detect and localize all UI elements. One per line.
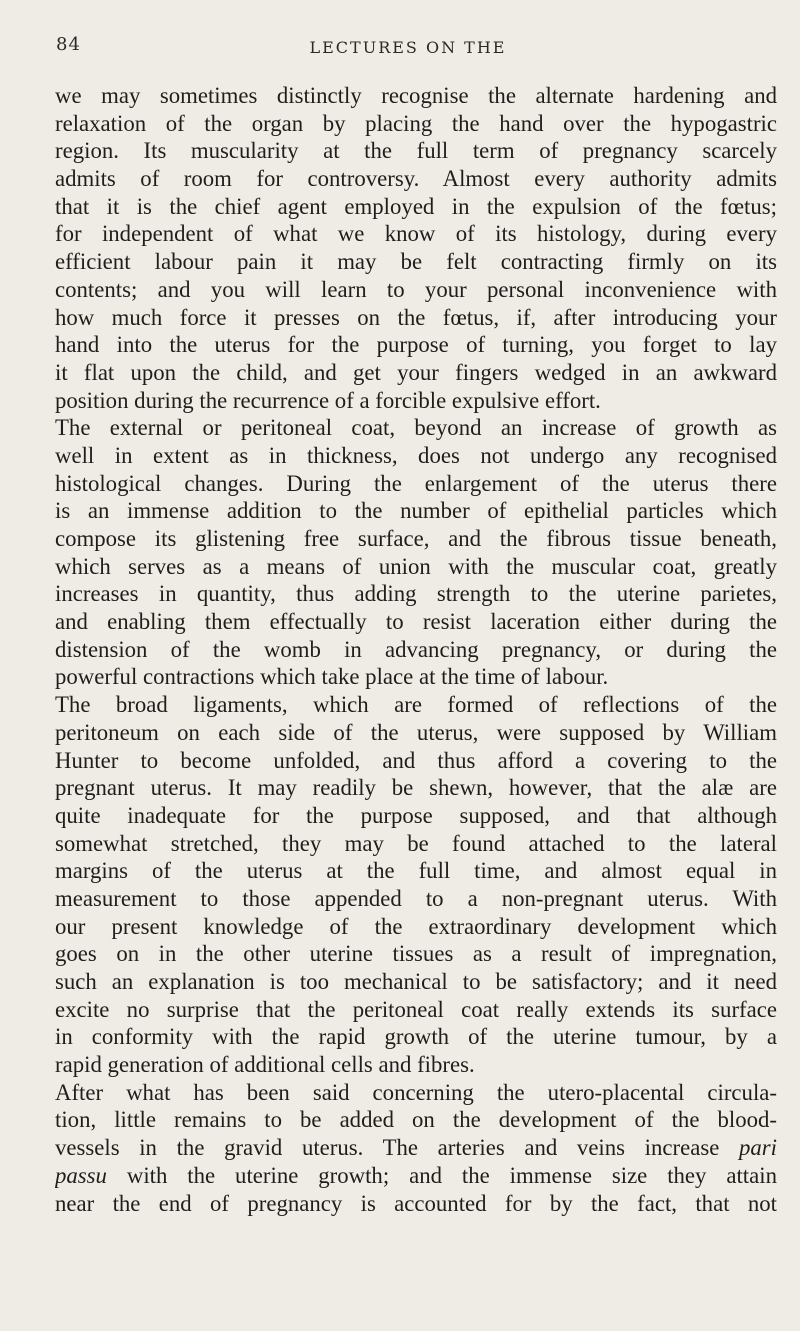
text-line-segment: with the uterine growth; and the immense size they attain: [126, 1162, 777, 1188]
text-line: is an immense addition to the number of epithelial particles which: [55, 498, 777, 524]
text-line: rapid generation of additional cells and fibres.: [55, 1052, 475, 1078]
text-line: quite inadequate for the purpose supposed, and that although: [55, 802, 777, 828]
text-line: such an explanation is too mechanical to be satisfactory; and it need: [55, 969, 777, 994]
text-line: measurement to those appended to a non-pregnant uterus. With: [55, 885, 777, 911]
italic-phrase: pari: [739, 1135, 777, 1161]
text-line: Hunter to become unfolded, and thus afford a covering to the: [55, 747, 777, 773]
text-line: it flat upon the child, and get your fingers wedged in an awkward: [55, 359, 777, 385]
text-line: our present knowledge of the extraordinary development which: [55, 913, 777, 939]
text-line: well in extent as in thickness, does not undergo any recognised: [55, 442, 777, 468]
text-line: goes on in the other uterine tissues as a result of impregnation,: [55, 941, 777, 967]
text-line: The broad ligaments, which are formed of reflections of the: [55, 692, 777, 718]
text-line: After what has been said concerning the utero-placental circula-: [55, 1079, 777, 1105]
text-line: that it is the chief agent employed in the expulsion of the fœtus;: [55, 193, 777, 219]
text-line: hand into the uterus for the purpose of turning, you forget to lay: [55, 332, 777, 358]
text-line: histological changes. During the enlargement of the uterus there: [55, 470, 777, 496]
text-line: compose its glistening free surface, and the fibrous tissue beneath,: [55, 526, 777, 551]
text-line: excite no surprise that the peritoneal coat really extends its surface: [55, 996, 777, 1022]
text-line-with-italic: [55, 1134, 777, 1162]
text-line: admits of room for controversy. Almost every authority admits: [55, 166, 777, 192]
text-line: The external or peritoneal coat, beyond an increase of growth as: [55, 415, 777, 441]
text-line: how much force it presses on the fœtus, if, after introducing your: [55, 304, 777, 330]
page-number: 84: [56, 34, 81, 55]
text-line: we may sometimes distinctly recognise the alternate hardening and: [55, 83, 777, 108]
text-line: tion, little remains to be added on the development of the blood-: [55, 1107, 777, 1133]
text-line-segment: vessels in the gravid uterus. The arteries and veins increase: [55, 1135, 720, 1161]
page-header: [56, 34, 760, 62]
text-line: margins of the uterus at the full time, and almost equal in: [55, 858, 777, 884]
text-line: in conformity with the rapid growth of the uterine tumour, by a: [55, 1024, 777, 1050]
text-line: increases in quantity, thus adding strength to the uterine parietes,: [55, 581, 777, 607]
body-text: [55, 82, 777, 1217]
text-line: efficient labour pain it may be felt contracting firmly on its: [55, 249, 777, 275]
text-line: powerful contractions which take place at the time of labour.: [55, 664, 609, 690]
italic-phrase: passu: [55, 1162, 107, 1188]
text-line: which serves as a means of union with the muscular coat, greatly: [55, 553, 777, 579]
text-line: distension of the womb in advancing pregnancy, or during the: [55, 636, 777, 662]
text-line: peritoneum on each side of the uterus, were supposed by William: [55, 719, 777, 745]
text-line: somewhat stretched, they may be found attached to the lateral: [55, 830, 777, 856]
running-head: LECTURES ON THE: [309, 38, 507, 57]
text-line-with-italic: [55, 1162, 777, 1190]
text-line: for independent of what we know of its histology, during every: [55, 221, 777, 247]
text-line: relaxation of the organ by placing the hand over the hypogastric: [55, 110, 777, 136]
text-line: near the end of pregnancy is accounted for by the fact, that not: [55, 1190, 777, 1216]
text-line: and enabling them effectually to resist laceration either during the: [55, 609, 777, 635]
text-line: region. Its muscularity at the full term of pregnancy scarcely: [55, 138, 777, 164]
text-line: position during the recurrence of a forcible expulsive effort.: [55, 387, 601, 413]
text-line: contents; and you will learn to your personal inconvenience with: [55, 276, 777, 302]
text-line: pregnant uterus. It may readily be shewn, however, that the alæ are: [55, 775, 777, 801]
